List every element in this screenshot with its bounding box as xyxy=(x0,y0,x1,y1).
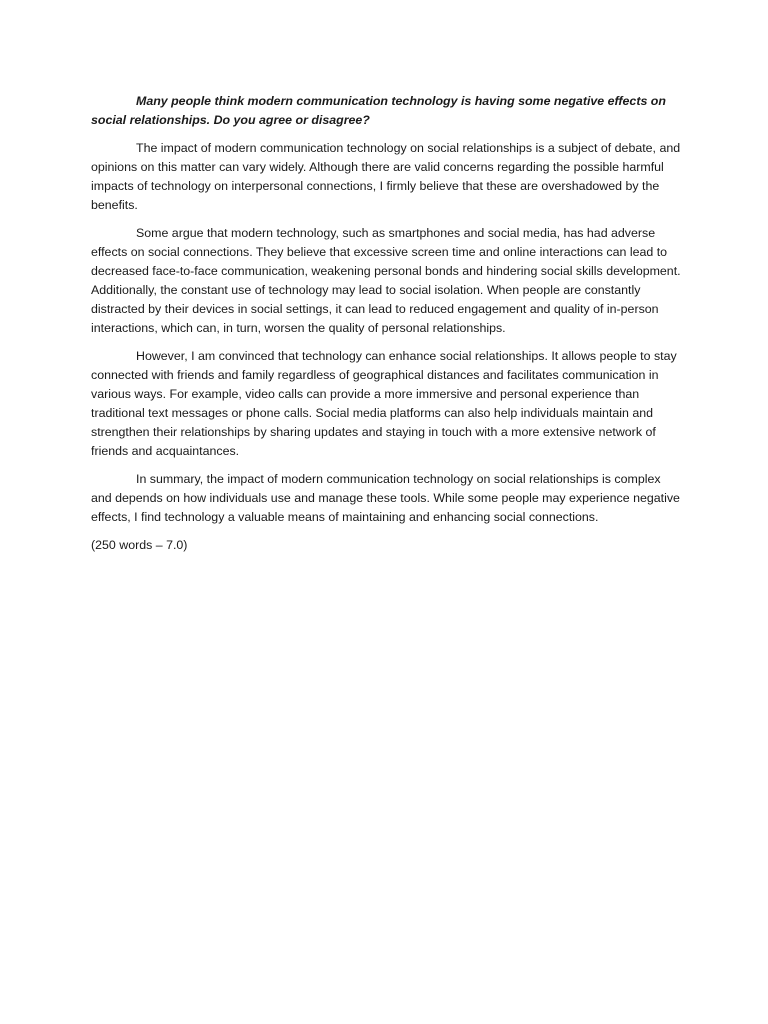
essay-paragraph-conclusion: In summary, the impact of modern communication technology on social relationships is complex and depends on how individuals use and manage these tools. While some people may experience negative effects, I find technology a valuable means of maintaining and enhancing social connections. xyxy=(91,472,680,524)
document-body xyxy=(91,92,681,555)
essay-paragraph-negative: Some argue that modern technology, such as smartphones and social media, has had adverse effects on social connections. They believe that excessive screen time and online interactions can lead to decreased face-to-face communication, weakening personal bonds and hindering social skills development. Additionally, the constant use of technology may lead to social isolation. When people are constantly distracted by their devices in social settings, it can lead to reduced engagement and quality of in-person interactions, which can, in turn, worsen the quality of personal relationships. xyxy=(91,226,681,335)
essay-paragraph-intro: The impact of modern communication technology on social relationships is a subject of debate, and opinions on this matter can vary widely. Although there are valid concerns regarding the possible harmful impacts of technology on interpersonal connections, I firmly believe that these are overshadowed by the benefits. xyxy=(91,141,681,212)
essay-prompt: Many people think modern communication technology is having some negative effects on social relationships. Do you agree or disagree? xyxy=(91,94,666,127)
word-count-score: (250 words – 7.0) xyxy=(91,538,188,552)
essay-paragraph-positive: However, I am convinced that technology can enhance social relationships. It allows people to stay connected with friends and family regardless of geographical distances and facilitates communication in various ways. For example, video calls can provide a more immersive and personal experience than traditional text messages or phone calls. Social media platforms can also help individuals maintain and strengthen their relationships by sharing updates and staying in touch with a more extensive network of friends and acquaintances. xyxy=(91,349,677,458)
